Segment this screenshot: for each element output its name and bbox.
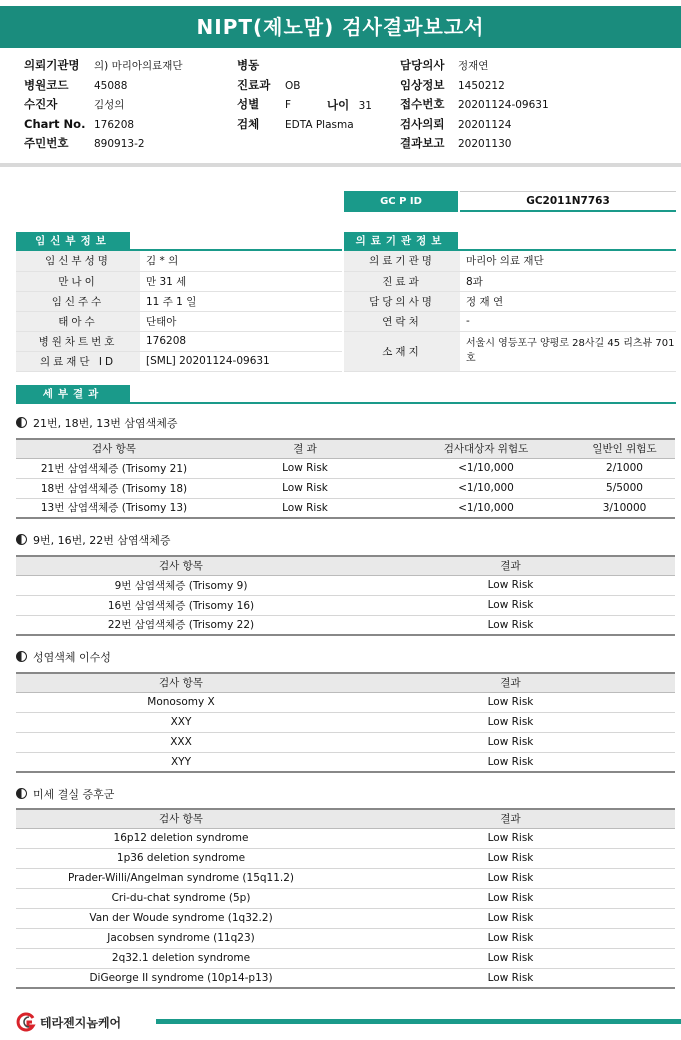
header-field-label: Chart No. (24, 116, 86, 131)
institution-info-label: 의료기관명 (344, 251, 460, 271)
test-item-cell: XXX (16, 732, 346, 752)
header-field-label: 결과보고 (400, 136, 445, 150)
report-header (0, 52, 681, 162)
result-cell: Low Risk (212, 458, 398, 478)
table-row (16, 908, 675, 928)
table-row (16, 458, 675, 478)
result-cell: Low Risk (346, 908, 675, 928)
pregnant-info-row (16, 251, 342, 271)
header-divider (0, 163, 681, 167)
result-cell: 5/5000 (574, 478, 675, 498)
header-field-label: 접수번호 (400, 97, 445, 111)
result-cell: <1/10,000 (398, 478, 574, 498)
result-cell: Low Risk (346, 732, 675, 752)
company-logo-icon (14, 1012, 36, 1032)
test-item-cell: DiGeorge II syndrome (10p14-p13) (16, 968, 346, 988)
age-label: 나이 (327, 97, 350, 112)
section-trisomy-minor-title (16, 532, 170, 548)
institution-info-value: 정 재 연 (460, 291, 676, 311)
result-cell: Low Risk (346, 712, 675, 732)
header-field (400, 115, 549, 135)
result-cell: Low Risk (346, 828, 675, 848)
section-title-text: 21번, 18번, 13번 삼염색체증 (33, 417, 178, 430)
trisomy-minor-table (16, 555, 675, 636)
result-cell: Low Risk (346, 692, 675, 712)
test-item-cell: Van der Woude syndrome (1q32.2) (16, 908, 346, 928)
result-cell: Low Risk (212, 498, 398, 518)
institution-info-row (344, 291, 676, 311)
header-field-value: 김성의 (94, 99, 125, 111)
footer-accent-line (156, 1019, 681, 1024)
result-cell: Low Risk (346, 948, 675, 968)
header-field-label: 의뢰기관명 (24, 58, 80, 72)
header-field-label: 검사의뢰 (400, 116, 445, 131)
header-column-3 (400, 56, 549, 154)
test-item-cell: 2q32.1 deletion syndrome (16, 948, 346, 968)
result-cell: Low Risk (346, 615, 675, 635)
section-sex-chromosome-title (16, 649, 111, 665)
table-row (16, 712, 675, 732)
pregnant-info-label: 의료재단 ID (16, 351, 140, 371)
header-field (24, 56, 183, 76)
header-field-value: 정재연 (458, 60, 489, 72)
pregnant-info-value: [SML] 20201124-09631 (140, 351, 342, 371)
microdeletion-table (16, 808, 675, 989)
table-row (16, 828, 675, 848)
section-title-text: 9번, 16번, 22번 삼염색체증 (33, 534, 171, 547)
result-cell: 2/1000 (574, 458, 675, 478)
test-item-cell: 21번 삼염색체증 (Trisomy 21) (16, 458, 212, 478)
half-circle-icon (16, 651, 27, 662)
table-row (16, 868, 675, 888)
test-item-cell: Monosomy X (16, 692, 346, 712)
table-row (16, 595, 675, 615)
result-cell: Low Risk (346, 848, 675, 868)
sex-chromosome-table (16, 672, 675, 773)
header-field (400, 134, 549, 154)
header-field (24, 115, 183, 135)
pregnant-info-label: 병원차트번호 (16, 331, 140, 351)
trisomy-major-table (16, 438, 675, 519)
result-cell: Low Risk (346, 752, 675, 772)
table-row (16, 968, 675, 988)
company-logo-text: 테라젠지놈케어 (40, 1016, 122, 1030)
column-header: 검사 항목 (16, 809, 346, 828)
result-cell: Low Risk (212, 478, 398, 498)
header-field (400, 76, 549, 96)
pregnant-info-row (16, 291, 342, 311)
test-item-cell: XXY (16, 712, 346, 732)
result-cell: <1/10,000 (398, 458, 574, 478)
half-circle-icon (16, 417, 27, 428)
header-column-1 (24, 56, 183, 154)
test-item-cell: 22번 삼염색체증 (Trisomy 22) (16, 615, 346, 635)
institution-info-value: 8과 (460, 271, 676, 291)
header-field-value: F (285, 99, 292, 111)
test-item-cell: 1p36 deletion syndrome (16, 848, 346, 868)
pregnant-info-value: 176208 (140, 331, 342, 351)
details-tab: 세부결과 (16, 385, 130, 403)
header-field (237, 56, 354, 76)
header-field-label: 진료과 (237, 77, 271, 92)
header-field-value: 890913-2 (94, 138, 145, 150)
half-circle-icon (16, 534, 27, 545)
test-item-cell: 18번 삼염색체증 (Trisomy 18) (16, 478, 212, 498)
header-field (237, 76, 354, 96)
header-field-label: 병원코드 (24, 77, 69, 92)
header-field-value: 20201124-09631 (458, 99, 549, 111)
pregnant-info-label: 임신부성명 (16, 251, 140, 271)
pregnant-info-value: 김 * 의 (140, 251, 342, 271)
column-header: 검사대상자 위험도 (398, 439, 574, 458)
table-row (16, 615, 675, 635)
header-field (24, 95, 183, 115)
pregnant-info-value: 단태아 (140, 311, 342, 331)
header-field-label: 검체 (237, 116, 260, 131)
header-field-value: 20201124 (458, 118, 512, 131)
header-field-value: 의) 마리아의료재단 (94, 60, 183, 72)
test-item-cell: 13번 삼염색체증 (Trisomy 13) (16, 498, 212, 518)
header-field-value: 176208 (94, 118, 135, 131)
section-title-text: 성염색체 이수성 (33, 651, 111, 664)
pregnant-info-row (16, 331, 342, 351)
pregnant-info-value: 11 주 1 일 (140, 291, 342, 311)
column-header: 검사 항목 (16, 439, 212, 458)
test-item-cell: 9번 삼염색체증 (Trisomy 9) (16, 575, 346, 595)
test-item-cell: Jacobsen syndrome (11q23) (16, 928, 346, 948)
section-microdeletion-title (16, 786, 114, 802)
test-item-cell: Cri-du-chat syndrome (5p) (16, 888, 346, 908)
institution-info-label: 담당의사명 (344, 291, 460, 311)
test-item-cell: 16p12 deletion syndrome (16, 828, 346, 848)
column-header: 결과 (346, 673, 675, 692)
pregnant-info-value: 만 31 세 (140, 271, 342, 291)
pregnant-info-label: 임신주수 (16, 291, 140, 311)
header-field-value: EDTA Plasma (285, 118, 354, 131)
gc-pid-value: GC2011N7763 (460, 191, 676, 212)
result-cell: Low Risk (346, 928, 675, 948)
header-field-label: 임상정보 (400, 77, 445, 92)
header-field-label: 성별 (237, 97, 260, 111)
report-footer (0, 1010, 681, 1034)
header-field-label: 수진자 (24, 97, 58, 111)
age-value: 31 (358, 99, 372, 112)
half-circle-icon (16, 788, 27, 799)
column-header: 일반인 위험도 (574, 439, 675, 458)
age-field (327, 96, 372, 116)
result-cell: Low Risk (346, 868, 675, 888)
table-row (16, 575, 675, 595)
header-field-value: 20201130 (458, 138, 512, 150)
institution-info-label: 소재지 (344, 331, 460, 371)
table-row (16, 498, 675, 518)
test-item-cell: Prader-Willi/Angelman syndrome (15q11.2) (16, 868, 346, 888)
section-trisomy-major-title (16, 415, 177, 431)
institution-info-tab: 의료기관정보 (344, 232, 458, 250)
header-field (400, 95, 549, 115)
details-line (16, 402, 676, 404)
header-field (24, 134, 183, 154)
header-field-value: OB (285, 79, 301, 92)
table-row (16, 732, 675, 752)
table-row (16, 478, 675, 498)
institution-info-label: 진료과 (344, 271, 460, 291)
test-item-cell: XYY (16, 752, 346, 772)
result-cell: <1/10,000 (398, 498, 574, 518)
institution-info-label: 연락처 (344, 311, 460, 331)
result-cell: 3/10000 (574, 498, 675, 518)
result-cell: Low Risk (346, 595, 675, 615)
pregnant-info-label: 태아수 (16, 311, 140, 331)
gc-pid-box (344, 191, 676, 212)
result-cell: Low Risk (346, 968, 675, 988)
column-header: 검사 항목 (16, 556, 346, 575)
institution-info-row (344, 331, 676, 371)
report-title: NIPT(제노맘) 검사결과보고서 (0, 6, 681, 48)
table-row (16, 888, 675, 908)
institution-info-row (344, 271, 676, 291)
institution-info-row (344, 311, 676, 331)
pregnant-info-row (16, 271, 342, 291)
table-row (16, 928, 675, 948)
column-header: 검사 항목 (16, 673, 346, 692)
gc-pid-label: GC P ID (344, 191, 458, 212)
header-field-label: 주민번호 (24, 136, 69, 150)
header-field (400, 56, 549, 76)
header-field-value: 45088 (94, 79, 128, 92)
institution-info-row (344, 251, 676, 271)
table-row (16, 752, 675, 772)
table-row (16, 848, 675, 868)
column-header: 결과 (346, 809, 675, 828)
result-cell: Low Risk (346, 575, 675, 595)
institution-info-value: 마리아 의료 재단 (460, 251, 676, 271)
institution-info-table (344, 251, 676, 372)
pregnant-info-row (16, 311, 342, 331)
pregnant-info-tab: 임신부정보 (16, 232, 130, 250)
header-field (24, 76, 183, 96)
header-field-label: 병동 (237, 58, 260, 72)
column-header: 결 과 (212, 439, 398, 458)
test-item-cell: 16번 삼염색체증 (Trisomy 16) (16, 595, 346, 615)
result-cell: Low Risk (346, 888, 675, 908)
section-title-text: 미세 결실 증후군 (33, 788, 115, 801)
table-row (16, 948, 675, 968)
column-header: 결과 (346, 556, 675, 575)
header-field-value: 1450212 (458, 79, 505, 92)
institution-info-value: - (460, 311, 676, 331)
pregnant-info-label: 만나이 (16, 271, 140, 291)
header-field (237, 115, 354, 135)
header-field-label: 담당의사 (400, 58, 445, 72)
pregnant-info-table (16, 251, 342, 372)
table-row (16, 692, 675, 712)
institution-info-value: 서울시 영등포구 양평로 28사길 45 리츠뷰 701호 (460, 331, 676, 371)
pregnant-info-row (16, 351, 342, 371)
